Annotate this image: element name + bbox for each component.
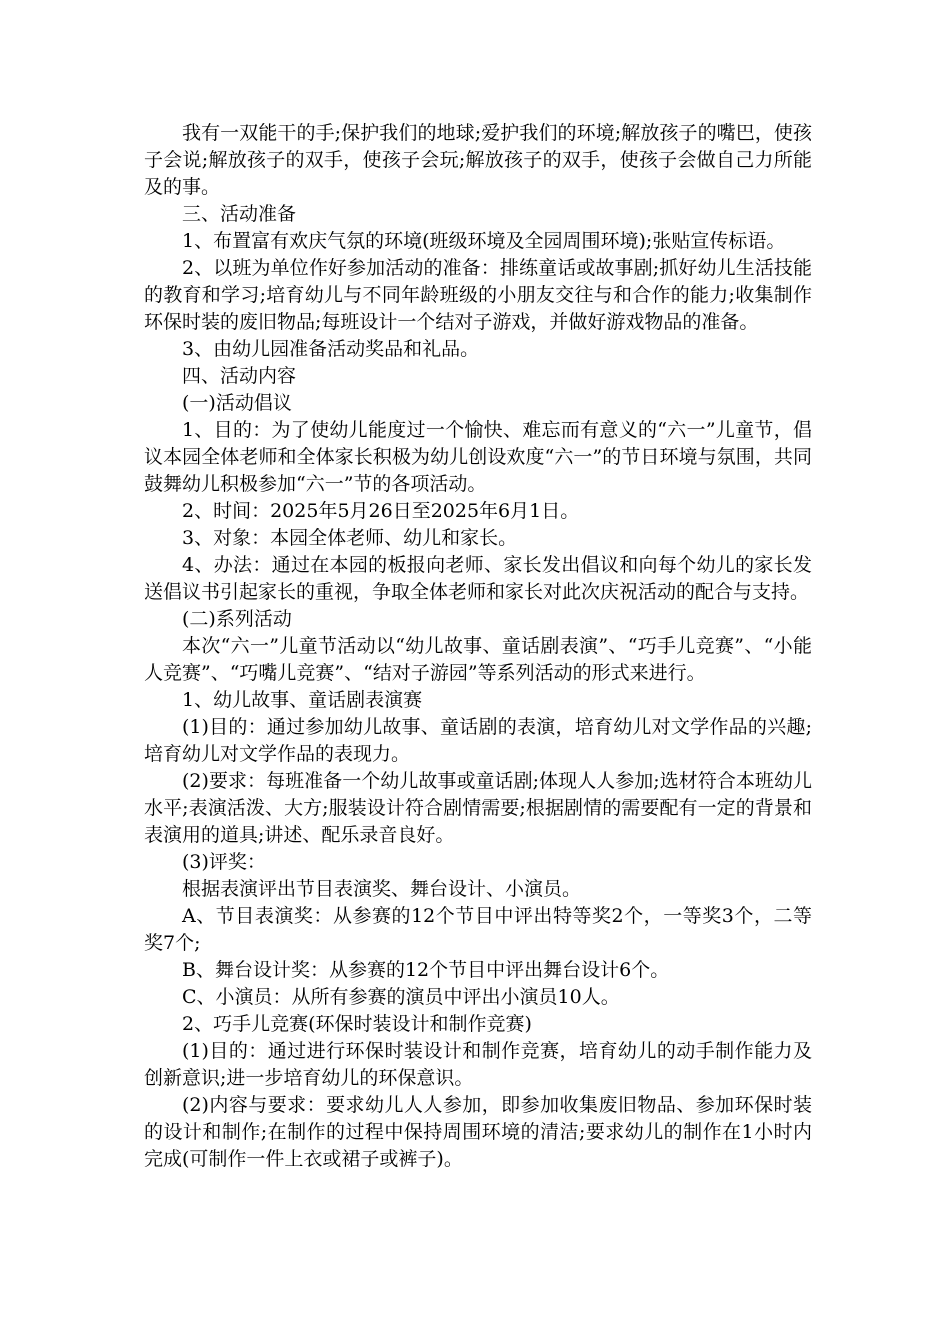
paragraph: (1)目的：通过参加幼儿故事、童话剧的表演，培育幼儿对文学作品的兴趣;培育幼儿对文学作品的表现力。 xyxy=(144,716,812,765)
section-heading: 三、活动准备 xyxy=(182,203,297,225)
paragraph: (1)目的：通过进行环保时装设计和制作竞赛，培育幼儿的动手制作能力及创新意识;进一步培育幼儿的环保意识。 xyxy=(144,1040,812,1089)
subsection-heading: (二)系列活动 xyxy=(182,608,292,630)
paragraph: 我有一双能干的手;保护我们的地球;爱护我们的环境;解放孩子的嘴巴，使孩子会说;解放孩子的双手，使孩子会玩;解放孩子的双手，使孩子会做自己力所能及的事。 xyxy=(144,122,812,198)
paragraph: (2)内容与要求：要求幼儿人人参加，即参加收集废旧物品、参加环保时装的设计和制作;在制作的过程中保持周围环境的清洁;要求幼儿的制作在1小时内完成(可制作一件上衣或裙子或裤子)。 xyxy=(144,1094,812,1170)
paragraph: 2、时间：2025年5月26日至2025年6月1日。 xyxy=(182,500,580,522)
paragraph: 3、由幼儿园准备活动奖品和礼品。 xyxy=(182,338,480,360)
paragraph: 2、以班为单位作好参加活动的准备：排练童话或故事剧;抓好幼儿生活技能的教育和学习;培育幼儿与不同年龄班级的小朋友交往与和合作的能力;收集制作环保时装的废旧物品;每班设计一个结对子游戏，并做好游戏物品的准备。 xyxy=(144,257,812,333)
paragraph: 本次“六一”儿童节活动以“幼儿故事、童话剧表演”、“巧手儿竞赛”、“小能人竞赛”、“巧嘴儿竞赛”、“结对子游园”等系列活动的形式来进行。 xyxy=(144,635,812,684)
paragraph: 1、布置富有欢庆气氛的环境(班级环境及全园周围环境);张贴宣传标语。 xyxy=(182,230,786,252)
paragraph: 1、目的：为了使幼儿能度过一个愉快、难忘而有意义的“六一”儿童节，倡议本园全体老师和全体家长积极为幼儿创设欢度“六一”的节日环境与氛围，共同鼓舞幼儿积极参加“六一”节的各项活动。 xyxy=(144,419,812,495)
paragraph: A、节目表演奖：从参赛的12个节目中评出特等奖2个，一等奖3个，二等奖7个; xyxy=(144,905,812,954)
item-heading: 1、幼儿故事、童话剧表演赛 xyxy=(182,689,423,711)
paragraph: (3)评奖： xyxy=(182,851,266,873)
paragraph: C、小演员：从所有参赛的演员中评出小演员10人。 xyxy=(182,986,620,1008)
paragraph: B、舞台设计奖：从参赛的12个节目中评出舞台设计6个。 xyxy=(182,959,670,981)
paragraph: (2)要求：每班准备一个幼儿故事或童话剧;体现人人参加;选材符合本班幼儿水平;表演活泼、大方;服装设计符合剧情需要;根据剧情的需要配有一定的背景和表演用的道具;讲述、配乐录音良好。 xyxy=(144,770,812,846)
paragraph: 3、对象：本园全体老师、幼儿和家长。 xyxy=(182,527,518,549)
item-heading: 2、巧手儿竞赛(环保时装设计和制作竞赛) xyxy=(182,1013,532,1035)
document-body xyxy=(144,120,812,1173)
paragraph: 根据表演评出节目表演奖、舞台设计、小演员。 xyxy=(182,878,582,900)
subsection-heading: (一)活动倡议 xyxy=(182,392,292,414)
section-heading: 四、活动内容 xyxy=(182,365,297,387)
paragraph: 4、办法：通过在本园的板报向老师、家长发出倡议和向每个幼儿的家长发送倡议书引起家长的重视，争取全体老师和家长对此次庆祝活动的配合与支持。 xyxy=(144,554,812,603)
